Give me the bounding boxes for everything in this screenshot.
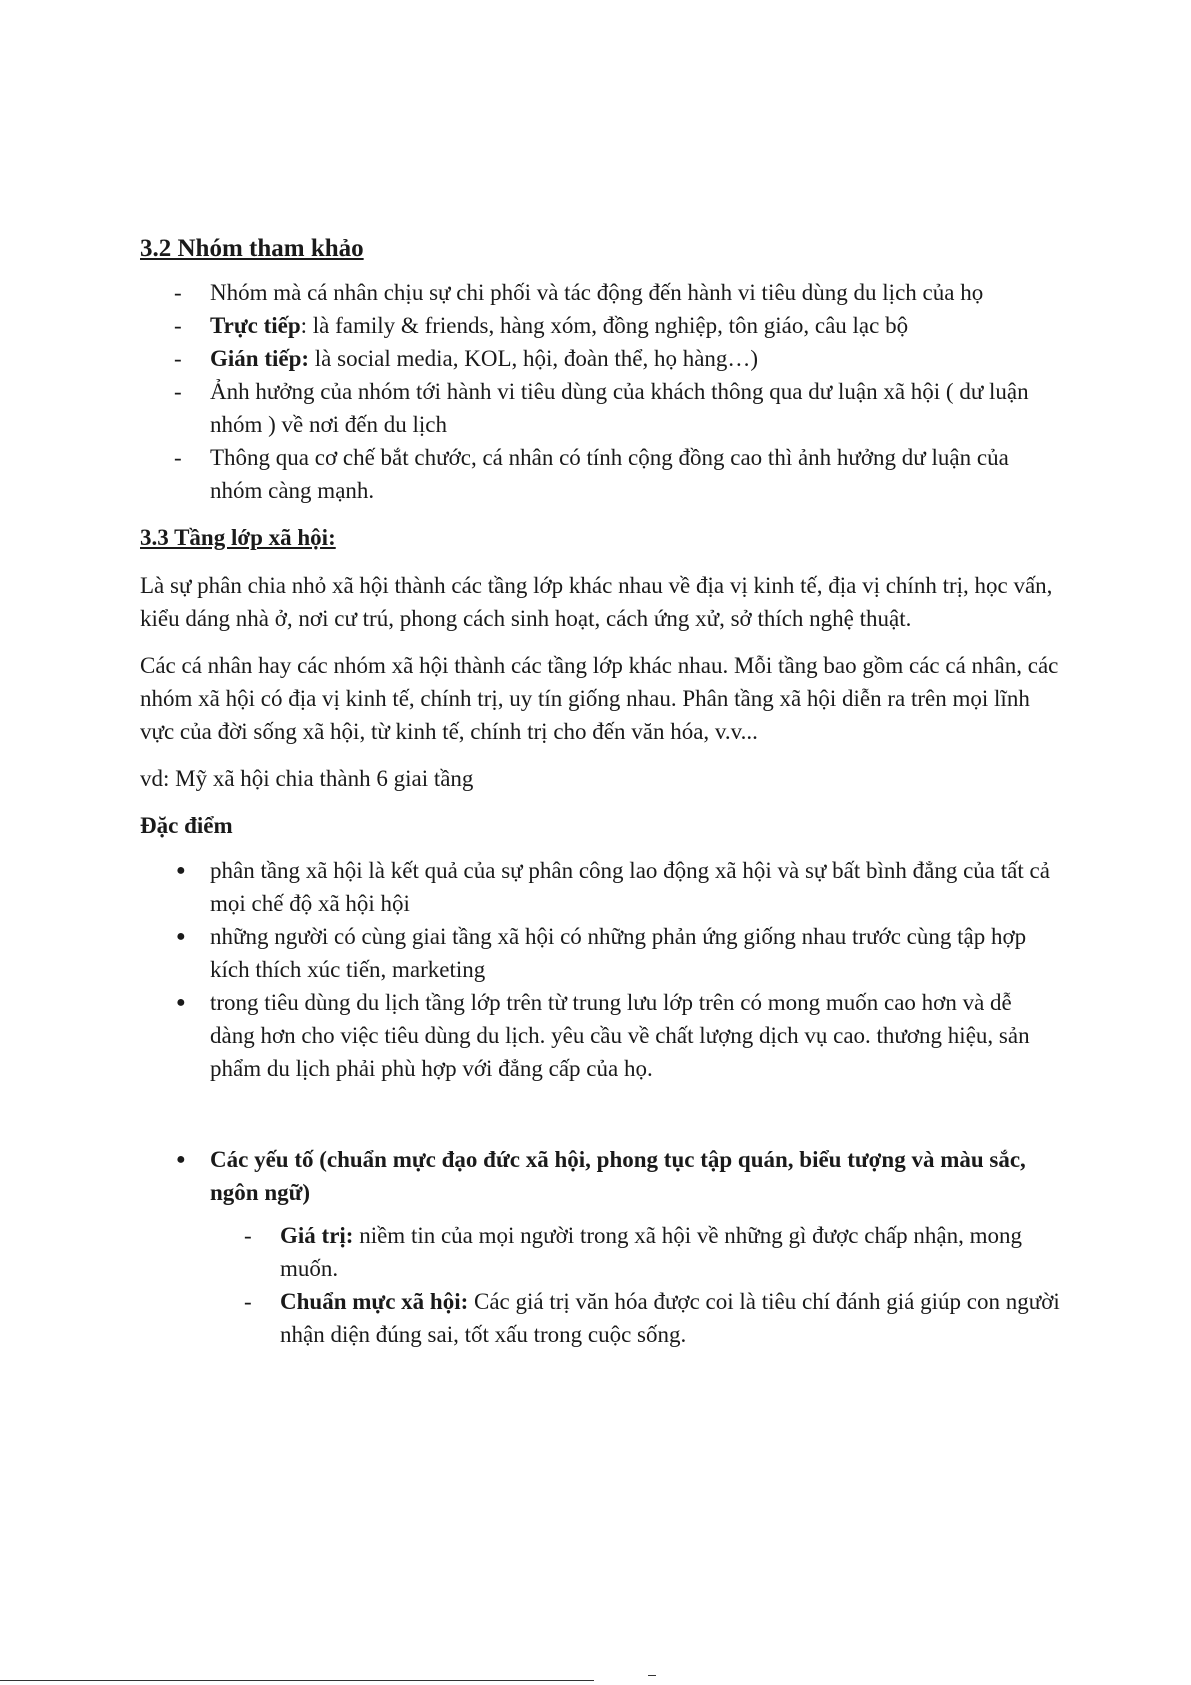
- list-item: [140, 920, 1060, 986]
- footer-divider: [0, 1680, 594, 1681]
- list-item: [140, 1143, 1060, 1209]
- features-title: Đặc điểm: [140, 813, 233, 838]
- bullet-marker: ●: [176, 928, 186, 945]
- item-bold-label: Giá trị:: [280, 1223, 354, 1248]
- page-content: [140, 228, 1060, 1351]
- factors-sub-list: [140, 1219, 1060, 1351]
- item-bold-label: Chuẩn mực xã hội:: [280, 1289, 469, 1314]
- item-text: Ảnh hưởng của nhóm tới hành vi tiêu dùng của khách thông qua dư luận xã hội ( dư luận nhóm ) về nơi đến du lịch: [210, 379, 1029, 437]
- social-class-description: Các cá nhân hay các nhóm xã hội thành các tầng lớp khác nhau. Mỗi tầng bao gồm các cá nhân, các nhóm xã hội có địa vị kinh tế, chính trị, uy tín giống nhau. Phân tầng xã hội diễn ra trên mọi lĩnh vực của đời sống xã hội, từ kinh tế, chính trị cho đến văn hóa, v.v...: [140, 653, 1059, 744]
- features-list: [140, 854, 1060, 1085]
- reference-group-list: [140, 276, 1060, 507]
- list-item: [140, 1285, 1060, 1351]
- item-text: phân tầng xã hội là kết quả của sự phân công lao động xã hội và sự bất bình đẳng của tất cả mọi chế độ xã hội hội: [210, 858, 1050, 916]
- bullet-marker: ●: [176, 994, 186, 1011]
- list-item: [140, 854, 1060, 920]
- list-item: [140, 375, 1060, 441]
- social-class-definition: Là sự phân chia nhỏ xã hội thành các tầng lớp khác nhau về địa vị kinh tế, địa vị chính trị, học vấn, kiểu dáng nhà ở, nơi cư trú, phong cách sinh hoạt, cách ứng xử, sở thích nghệ thuật.: [140, 573, 1053, 631]
- dash-marker: -: [174, 445, 182, 470]
- factors-title: Các yếu tố (chuẩn mực đạo đức xã hội, phong tục tập quán, biểu tượng và màu sắc, ngôn ngữ): [210, 1147, 1026, 1205]
- item-bold-label: Trực tiếp: [210, 313, 301, 338]
- item-text: Các giá trị văn hóa được coi là tiêu chí đánh giá giúp con người nhận diện đúng sai, tốt xấu trong cuộc sống.: [280, 1289, 1060, 1347]
- bullet-marker: ●: [176, 862, 186, 879]
- list-item: [140, 309, 1060, 342]
- list-item: [140, 276, 1060, 309]
- list-item: [140, 342, 1060, 375]
- section-3-3-title: 3.3 Tầng lớp xã hội:: [140, 525, 336, 550]
- list-item: [140, 1219, 1060, 1285]
- item-text: những người có cùng giai tầng xã hội có những phản ứng giống nhau trước cùng tập hợp kích thích xúc tiến, marketing: [210, 924, 1027, 982]
- dash-marker: -: [174, 280, 182, 305]
- list-item: [140, 986, 1060, 1085]
- example-text: vd: Mỹ xã hội chia thành 6 giai tầng: [140, 766, 474, 791]
- factors-list: [140, 1143, 1060, 1209]
- bullet-marker: ●: [176, 1151, 186, 1168]
- item-text: là social media, KOL, hội, đoàn thể, họ hàng…): [309, 346, 759, 371]
- dash-marker: -: [244, 1223, 252, 1248]
- dash-marker: -: [244, 1289, 252, 1314]
- item-text: Thông qua cơ chế bắt chước, cá nhân có tính cộng đồng cao thì ảnh hưởng dư luận của nhóm càng mạnh.: [210, 445, 1009, 503]
- section-3-2-title: 3.2 Nhóm tham khảo: [140, 235, 364, 262]
- list-item: [140, 441, 1060, 507]
- dash-marker: -: [174, 346, 182, 371]
- dash-marker: -: [174, 379, 182, 404]
- item-bold-label: Gián tiếp:: [210, 346, 310, 371]
- dash-marker: -: [174, 313, 182, 338]
- footer-mark: [648, 1675, 656, 1676]
- item-text: niềm tin của mọi người trong xã hội về những gì được chấp nhận, mong muốn.: [280, 1223, 1023, 1281]
- item-text: trong tiêu dùng du lịch tầng lớp trên từ trung lưu lớp trên có mong muốn cao hơn và dễ dàng hơn cho việc tiêu dùng du lịch. yêu cầu về chất lượng dịch vụ cao. thương hiệu, sản phẩm du lịch phải phù hợp với đẳng cấp của họ.: [210, 990, 1030, 1081]
- item-text: Nhóm mà cá nhân chịu sự chi phối và tác động đến hành vi tiêu dùng du lịch của họ: [210, 280, 984, 305]
- item-text: : là family & friends, hàng xóm, đồng nghiệp, tôn giáo, câu lạc bộ: [300, 313, 909, 338]
